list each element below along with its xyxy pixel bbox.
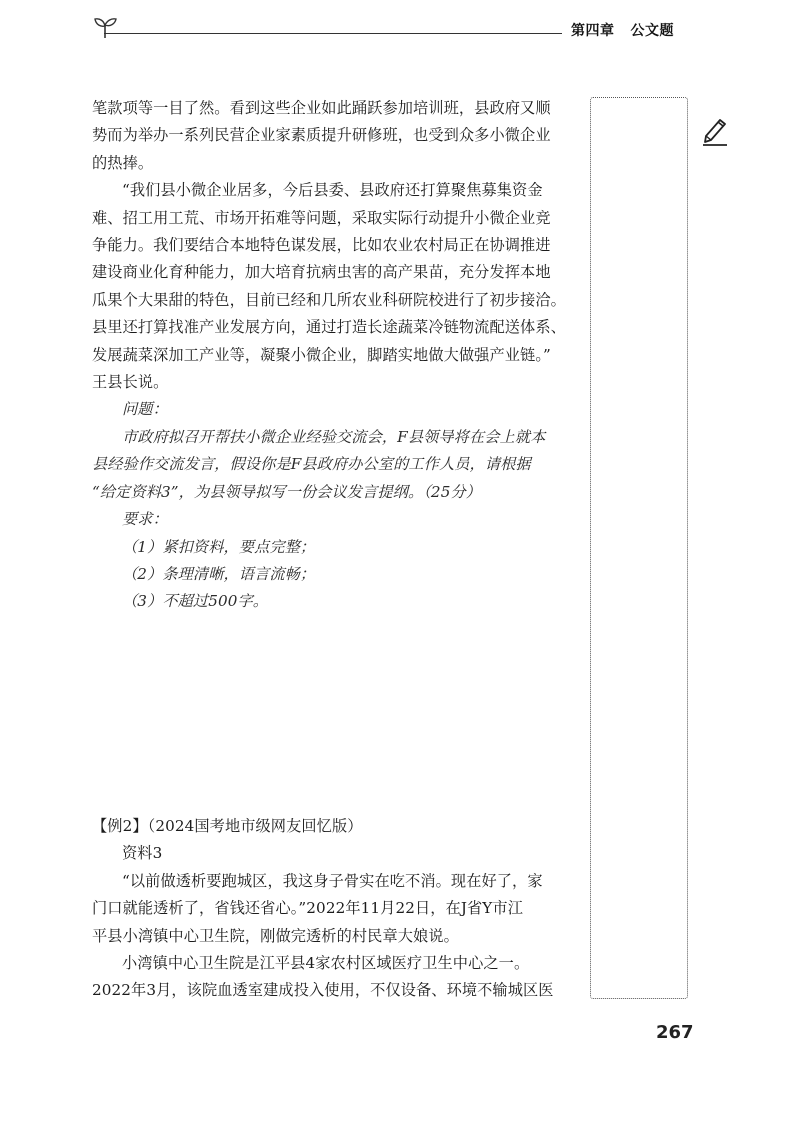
question-line: 市政府拟召开帮扶小微企业经验交流会，F县领导将在会上就本 (122, 427, 546, 446)
material-label: 资料3 (122, 844, 163, 863)
example-section (92, 813, 572, 1005)
requirement-item: （3）不超过500字。 (122, 592, 269, 611)
main-text-top (92, 95, 572, 616)
text-line: 势而为举办一系列民营企业家素质提升研修班，也受到众多小微企业 (92, 126, 551, 145)
text-line: 难、招工用工荒、市场开拓难等问题，采取实际行动提升小微企业竞 (92, 208, 551, 227)
question-line: “给定资料3”，为县领导拟写一份会议发言提纲。（25分） (92, 482, 482, 501)
text-line: 平县小湾镇中心卫生院，刚做完透析的村民章大娘说。 (92, 926, 459, 945)
requirement-item: （2）条理清晰，语言流畅； (122, 564, 316, 583)
requirement-item: （1）紧扣资料，要点完整； (122, 537, 316, 556)
text-line: 县里还打算找准产业发展方向，通过打造长途蔬菜冷链物流配送体系、 (92, 318, 566, 337)
text-line: 发展蔬菜深加工产业等，凝聚小微企业，脚踏实地做大做强产业链。” (92, 345, 551, 364)
question-label: 问题： (122, 400, 168, 419)
text-line: 笔款项等一目了然。看到这些企业如此踊跃参加培训班，县政府又顺 (92, 99, 551, 117)
text-line: 2022年3月，该院血透室建成投入使用，不仅设备、环境不输城区医 (92, 981, 554, 1000)
text-line: 王县长说。 (92, 373, 169, 392)
example-heading: 【例2】（2024国考地市级网友回忆版） (92, 817, 363, 835)
page-number: 267 (656, 1022, 694, 1043)
pencil-icon (700, 114, 730, 146)
header-rule (104, 33, 562, 34)
section-label: 公文题 (630, 23, 674, 39)
text-line: “以前做透析要跑城区，我这身子骨实在吃不消。现在好了，家 (122, 871, 543, 890)
text-line: 的热捧。 (92, 153, 154, 172)
requirements-label: 要求： (122, 510, 168, 529)
text-line: 建设商业化育种能力，加大培育抗病虫害的高产果苗，充分发挥本地 (92, 263, 551, 282)
text-line: 瓜果个大果甜的特色，目前已经和几所农业科研院校进行了初步接洽。 (92, 290, 566, 309)
sprout-icon (92, 14, 118, 40)
question-line: 县经验作交流发言，假设你是F县政府办公室的工作人员，请根据 (92, 455, 531, 474)
text-line: “我们县小微企业居多，今后县委、县政府还打算聚焦募集资金 (122, 181, 543, 200)
margin-note-box (590, 97, 688, 999)
chapter-label: 第四章 (571, 23, 615, 39)
text-line: 小湾镇中心卫生院是江平县4家农村区域医疗卫生中心之一。 (122, 954, 530, 973)
running-header (571, 20, 674, 40)
text-line: 门口就能透析了，省钱还省心。”2022年11月22日，在J省Y市江 (92, 899, 524, 918)
text-line: 争能力。我们要结合本地特色谋发展，比如农业农村局正在协调推进 (92, 236, 551, 255)
